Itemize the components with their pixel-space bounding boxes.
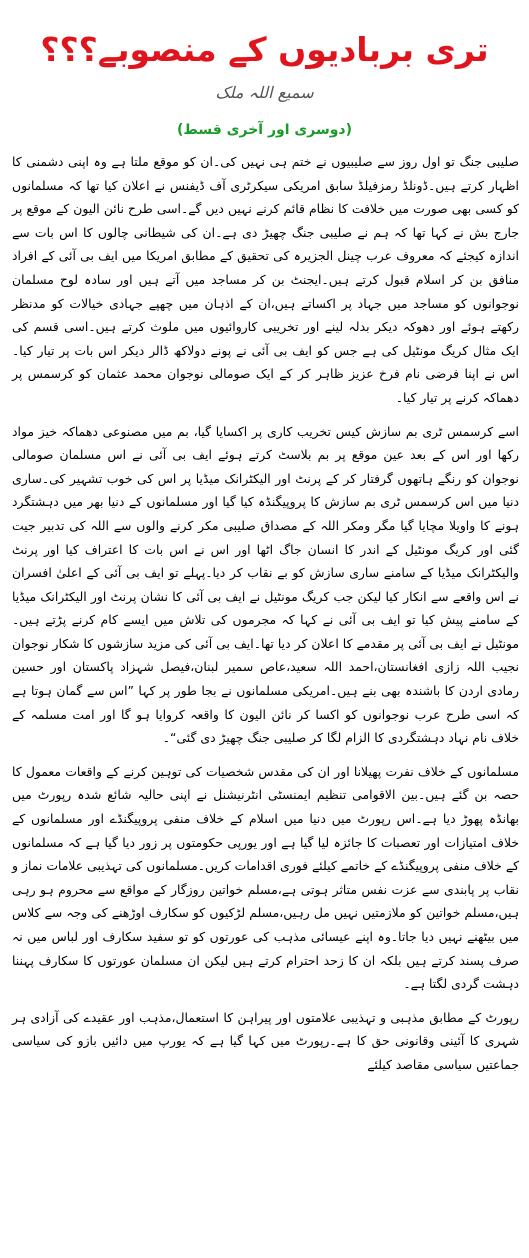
part-label: (دوسری اور آخری قسط) — [176, 122, 352, 138]
author-name: سمیع اللہ ملک — [215, 83, 314, 102]
paragraph-1: صلیبی جنگ تو اول روز سے صلیبیوں نے ختم ہی نہیں کی۔ان کو موقع ملتا ہے وہ اپنی دشمنی کا اظہار کرتے ہیں۔ڈونلڈ رمزفیلڈ سابق امریکی سیکرٹری آف ڈیفنس نے اعلان کیا تھا کہ مسلمانوں کو کسی بھی صورت میں خلافت کا نظام قائم کرنے نہیں دیں گے۔اسی طرح نائن الیون کے موقع پر جارج بش نے کہا تھا کہ ہم نے صلیبی جنگ چھیڑ دی ہے۔ان کی شیطانی چالوں کا اس بات سے اندازہ کیجئے کہ معروف عرب چینل الجزیرہ کی تحقیق کے مطابق امریکا میں ایف بی آئی کے افراد منافق بن کر اسلام قبول کرتے ہیں۔ایجنٹ بن کر مساجد میں آتے ہیں اور سادہ لوح مسلمان نوجوانوں کو مساجد میں جہاد پر اکساتے ہیں،ان کے اذہان میں چھپے جہادی خیالات کو مدنظر رکھتے ہوئے اور دھوکہ دیکر بدلہ لینے اور تخریبی کاروائیوں میں ملوث کرتے ہیں۔اسی قسم کی ایک مثال کریگ مونٹیل کی ہے جس کو ایف بی آئی نے پونے دولاکھ ڈالر دیکر اس بات پر تیار کیا۔اس نے اپنا فرضی نام فرخ عزیز ظاہر کر کے ایک صومالی نوجوان محمد عثمان کو کرسمس پر دھماکہ کرنے پر تیار کیا۔ — [12, 154, 519, 405]
paragraph-4: رپورٹ کے مطابق مذہبی و تہذیبی علامتوں اور پیراہن کا استعمال،مذہب اور عقیدے کی آزادی ہر شہری کا آئینی وقانونی حق کا ہے۔رپورٹ میں کہا گیا ہے کہ یورپ میں دائیں بازو کی سیاسی جماعتیں سیاسی مقاصد کیلئے — [12, 1009, 519, 1072]
paragraph-2: اسے کرسمس ٹری بم سازش کیس تخریب کاری پر اکسایا گیا، بم میں مصنوعی دھماکہ خیز مواد رکھا اور اس کے بعد عین موقع پر بم بلاسٹ کرتے ہوئے ایف بی آئی نے اس مسلمان صومالی نوجوان کو رنگے ہاتھوں گرفتار کر کے پرنٹ اور الیکٹرانک میڈیا پر اس کی خوب تشہیر کی۔ساری دنیا میں اس کرسمس ٹری بم سازش کا پروپیگنڈہ کیا گیا اور مسلمانوں کے دنیا بھر میں دہشتگرد ہونے کا واویلا مچایا گیا مگر ومکر اللہ کے مصداق صلیبی مکر کرنے والوں سے اللہ کی تدبیر جیت گئی اور کریگ مونٹیل کے اندر کا انسان جاگ اٹھا اور اس نے اس بات کا اعتراف کیا اور پرنٹ والیکٹرانک میڈیا کے سامنے ساری سازش کو بے نقاب کر دیا۔پہلے تو ایف بی آئی کے اعلیٰ افسران نے اس واقعے سے انکار کیا لیکن جب کریگ مونٹیل نے ایف بی آئی کا نشان پرنٹ اور الیکٹرانک میڈیا کے سامنے پیش کیا تو ایف بی آئی نے کہا کہ مجرموں کی تلاش میں ایسے کام کرنے پڑتے ہیں۔مونٹیل نے ایف بی آئی پر مقدمے کا اعلان کر دیا تھا۔ایف بی آئی کی مزید سازشوں کا شکار نوجوان نجیب اللہ زازی افغانستان،احمد اللہ سعید،عاص سمیر لبنان،فیصل شہزاد پاکستان اور حسین رمادی اردن کا باشندہ بھی بنے ہیں۔امریکی مسلمانوں نے بجا طور پر کہا ”اس سے گمان ہوتا ہے کہ اسی طرح عرب نوجوانوں کو اکسا کر نائن الیون کا واقعہ کروایا ہو گا اور امت مسلمہ کے خلاف نام نہاد دہشتگردی کا الزام لگا کر صلیبی جنگ چھیڑ دی گئی“۔ — [12, 423, 519, 746]
article-body — [12, 150, 519, 1077]
paragraph-3: مسلمانوں کے خلاف نفرت پھیلانا اور ان کی مقدس شخصیات کی توہین کرنے کے واقعات معمول کا حصہ بن گئے ہیں۔بین الاقوامی تنظیم ایمنسٹی انٹرنیشنل نے اپنی حالیہ شائع شدہ رپورٹ میں بھانڈہ پھوڑ دیا ہے۔اس رپورٹ میں دنیا میں اسلام کے خلاف منفی پروپیگنڈے اور مسلمانوں کے خلاف امتیازات اور تعصبات کا جائزہ لیا گیا ہے اور یورپی حکومتوں پر زور دیا گیا ہے کہ مسلمانوں کے خلاف منفی پروپیگنڈے کے خاتمے کیلئے فوری اقدامات کریں۔مسلمانوں کی تہذیبی علامات نماز و نقاب پر پابندی سے عزت نفس متاثر ہوتی ہے،مسلم خواتین روزگار کے مواقع سے محروم ہو رہی ہیں،مسلم خواتین کو ملازمتیں نہیں مل رہیں،مسلم لڑکیوں کو سکارف اوڑھنے کی وجہ سے کلاس میں بیٹھنے نہیں دیا جاتا۔وہ اپنے عیسائی مذہب کی عورتوں کو تو سفید سکارف اور لباس میں نہ صرف پسند کرتے ہیں بلکہ ان کا زحد احترام کرتے ہیں لیکن ان مسلمان عورتوں کا سکارف پہننا دہشت گردی لگتا ہے۔ — [12, 763, 519, 992]
article-title: تری بربادیوں کے منصوبے؟؟؟ — [40, 30, 489, 69]
